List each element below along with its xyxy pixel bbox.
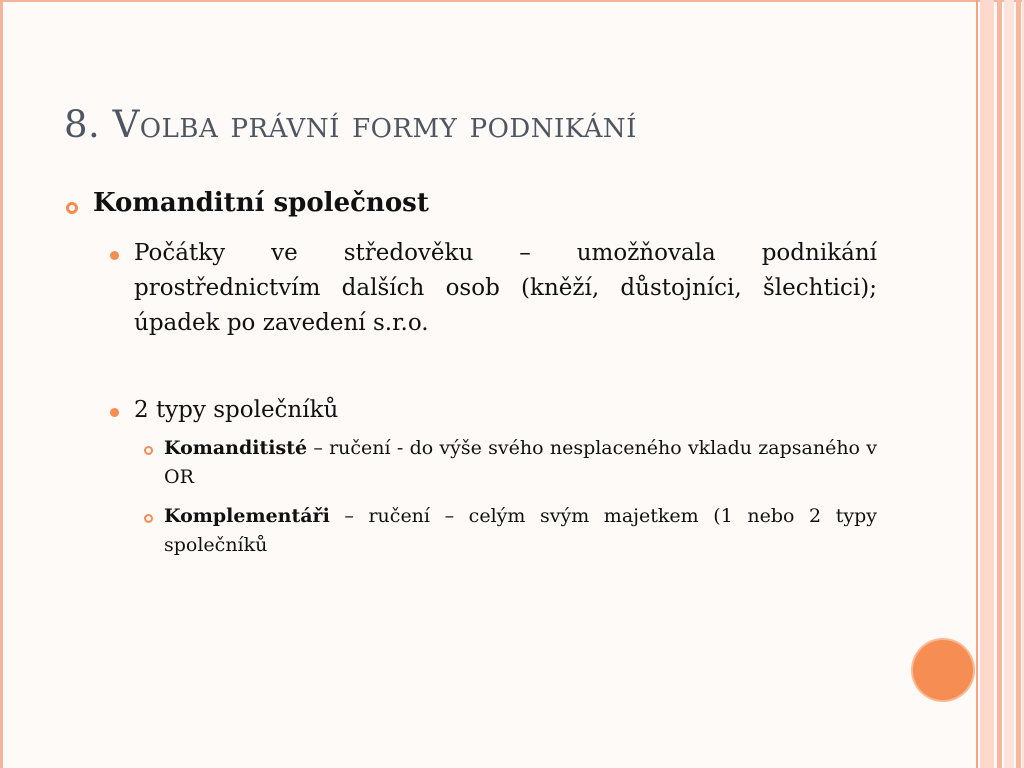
level3-bullet-icon <box>144 446 153 455</box>
level2-bullet-icon <box>110 408 119 417</box>
term-komanditiste: Komanditisté <box>164 437 308 459</box>
stripe <box>980 0 994 768</box>
point-pocatky: Počátky ve středověku – umožňovala podnikání prostřednictvím dalších osob (kněží, důstojníci, šlechtici); úpadek po zavedení s.r.o. <box>134 240 877 336</box>
decorative-stripes <box>974 0 1024 768</box>
subpoint-komplementari <box>164 502 877 560</box>
slide-title: 8. Volba právní formy podnikání <box>64 103 637 146</box>
level3-bullet-icon <box>144 514 153 523</box>
stripe <box>976 0 978 768</box>
stripe <box>997 0 1002 768</box>
desc-komanditiste: – ručení - do výše svého nesplaceného vkladu zapsaného v OR <box>164 437 877 488</box>
term-komplementari: Komplementáři <box>164 505 330 527</box>
subpoint-komanditiste <box>164 434 877 492</box>
heading-komanditni-spolecnost: Komanditní společnost <box>93 188 429 218</box>
level1-bullet-icon <box>66 202 78 214</box>
decorative-circle <box>913 640 973 700</box>
point-typy-spolecniku: 2 typy společníků <box>134 397 339 423</box>
desc-komplementari: – ručení – celým svým majetkem (1 nebo 2 typy společníků <box>164 505 877 556</box>
stripe <box>1004 0 1014 768</box>
frame-left-border <box>0 0 3 768</box>
level2-bullet-icon <box>110 251 119 260</box>
stripe <box>1016 0 1021 768</box>
frame-top-border <box>0 0 1024 2</box>
